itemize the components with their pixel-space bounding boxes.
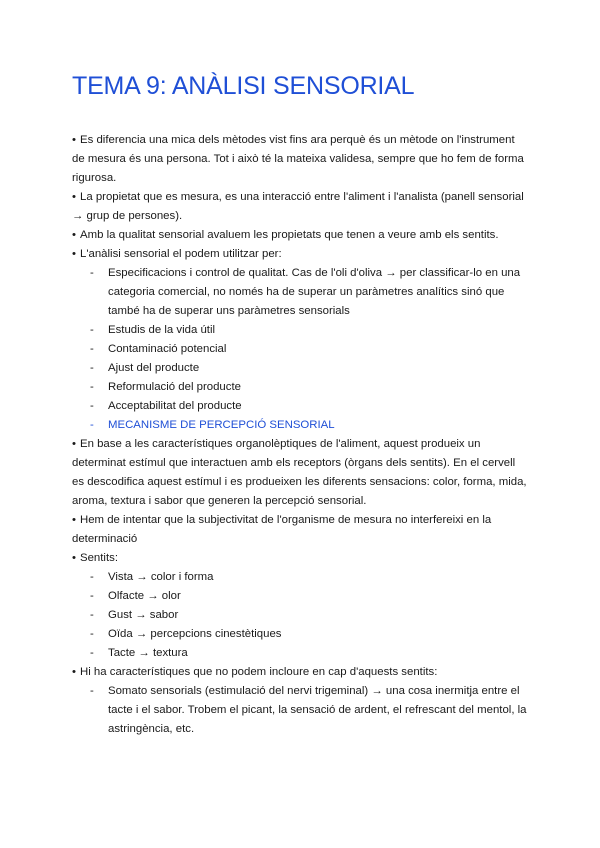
bullet-paragraph: • La propietat que es mesura, es una interacció entre l'aliment i l'analista (panell sensorial → grup de persones). xyxy=(72,188,530,226)
bullet-paragraph: • Sentits: xyxy=(72,549,530,568)
list-item-text: Reformulació del producte xyxy=(108,381,241,393)
bullet-paragraph: • Hi ha característiques que no podem incloure en cap d'aquests sentits: xyxy=(72,663,530,682)
dash-marker: - xyxy=(90,590,94,602)
list-item xyxy=(72,625,530,644)
dash-marker: - xyxy=(90,628,94,640)
list-item-text: Somato sensorials (estimulació del nervi trigeminal) → una cosa inermitja entre el tacte i el sabor. Trobem el picant, la sensació de ardent, el refrescant del mentol, la astringència, etc. xyxy=(108,685,527,735)
list-item xyxy=(72,587,530,606)
dash-marker: - xyxy=(90,685,94,697)
section-heading-list xyxy=(72,416,530,435)
uses-list xyxy=(72,264,530,416)
extra-list xyxy=(72,682,530,739)
section-heading xyxy=(72,416,530,435)
list-item-text: Oïda → percepcions cinestètiques xyxy=(108,628,282,640)
list-item-text: Ajust del producte xyxy=(108,362,200,374)
section-heading-text: MECANISME DE PERCEPCIÓ SENSORIAL xyxy=(108,419,335,431)
dash-marker: - xyxy=(90,324,94,336)
list-item xyxy=(72,682,530,739)
list-item-text: Contaminació potencial xyxy=(108,343,227,355)
list-item-text: Acceptabilitat del producte xyxy=(108,400,242,412)
list-item xyxy=(72,359,530,378)
list-item xyxy=(72,568,530,587)
bullet-paragraph: • Amb la qualitat sensorial avaluem les propietats que tenen a veure amb els sentits. xyxy=(72,226,530,245)
dash-marker: - xyxy=(90,419,94,431)
list-item-text: Especificacions i control de qualitat. Cas de l'oli d'oliva → per classificar-lo en una categoria comercial, no només ha de superar un paràmetres analítics sinó que també ha de superar uns paràmetres sensorials xyxy=(108,267,521,317)
page-title: TEMA 9: ANÀLISI SENSORIAL xyxy=(72,72,415,100)
list-item xyxy=(72,264,530,321)
list-item xyxy=(72,378,530,397)
bullet-paragraph: • Es diferencia una mica dels mètodes vist fins ara perquè és un mètode on l'instrument de mesura és una persona. Tot i això té la mateixa validesa, sempre que ho fem de forma rigurosa. xyxy=(72,131,530,188)
list-item-text: Olfacte → olor xyxy=(108,590,181,602)
bullet-paragraph: • L'anàlisi sensorial el podem utilitzar per: xyxy=(72,245,530,264)
list-item xyxy=(72,397,530,416)
list-item xyxy=(72,340,530,359)
list-item-text: Tacte → textura xyxy=(108,647,188,659)
dash-marker: - xyxy=(90,362,94,374)
dash-marker: - xyxy=(90,343,94,355)
bullet-paragraph: • Hem de intentar que la subjectivitat de l'organisme de mesura no interfereixi en la determinació xyxy=(72,511,530,549)
list-item-text: Gust → sabor xyxy=(108,609,179,621)
bullet-paragraph: • En base a les característiques organolèptiques de l'aliment, aquest produeix un determinat estímul que interactuen amb els receptors (òrgans dels sentits). En el cervell es descodifica aquest estímul i es produeixen les diferents sensacions: color, forma, mida, aroma, textura i sabor que generen la percepció sensorial. xyxy=(72,435,530,511)
dash-marker: - xyxy=(90,381,94,393)
list-item-text: Vista → color i forma xyxy=(108,571,214,583)
dash-marker: - xyxy=(90,571,94,583)
dash-marker: - xyxy=(90,267,94,279)
senses-list xyxy=(72,568,530,663)
list-item-text: Estudis de la vida útil xyxy=(108,324,216,336)
dash-marker: - xyxy=(90,647,94,659)
list-item xyxy=(72,606,530,625)
list-item xyxy=(72,644,530,663)
dash-marker: - xyxy=(90,400,94,412)
list-item xyxy=(72,321,530,340)
dash-marker: - xyxy=(90,609,94,621)
